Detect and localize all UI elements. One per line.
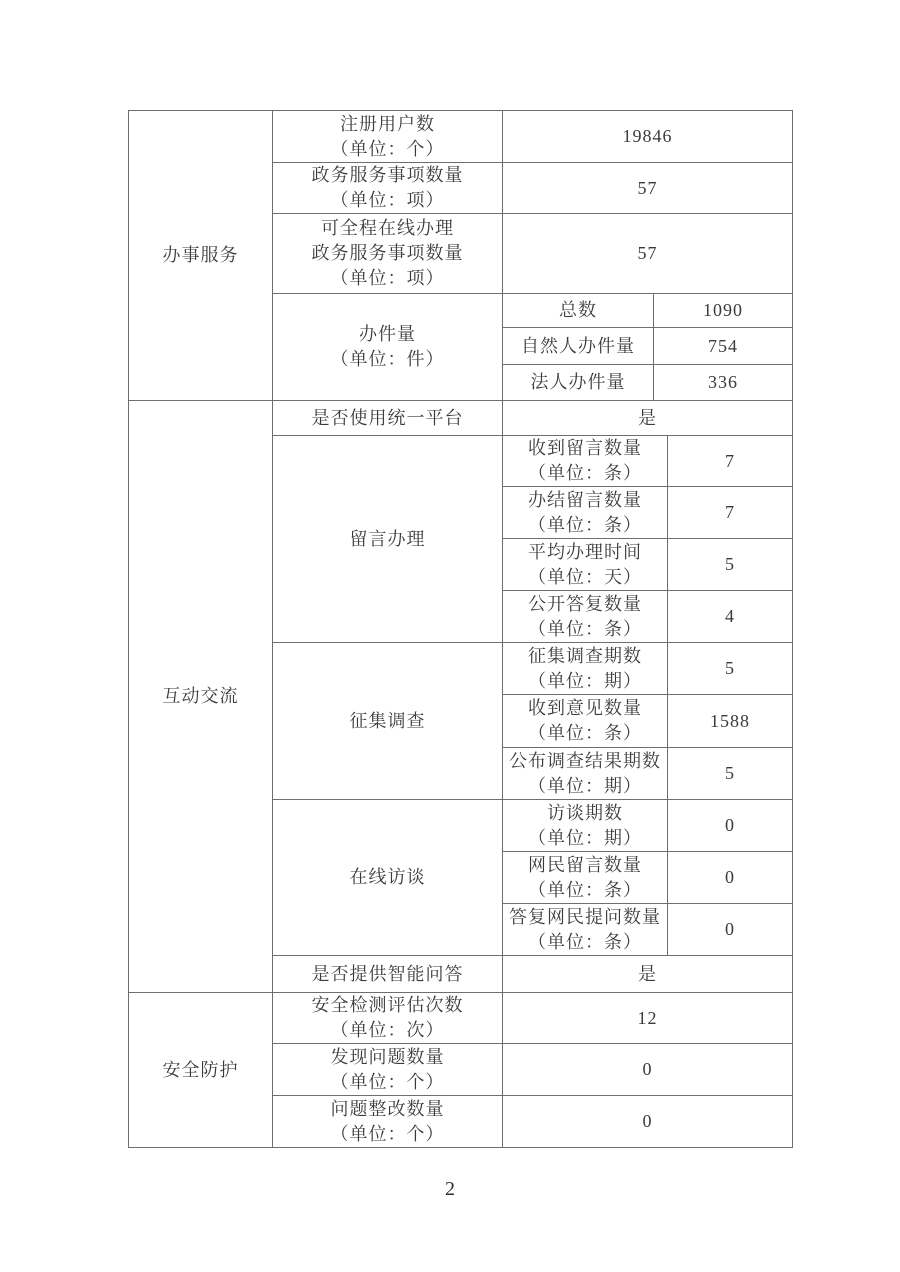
sub-metric-label: 总数	[503, 294, 654, 328]
sub-metric-label-cell	[503, 643, 668, 695]
metric-label: 注册用户数	[340, 113, 435, 134]
metric-label-cell	[273, 993, 503, 1044]
metric-value: 0	[503, 1044, 793, 1096]
sub-metric-label: 访谈期数	[547, 802, 623, 823]
metric-value: 12	[503, 993, 793, 1044]
metric-label: 可全程在线办理	[321, 218, 454, 238]
sub-metric-unit: （单位：条）	[528, 879, 642, 900]
table-row	[129, 401, 793, 436]
sub-metric-value: 5	[668, 643, 793, 695]
category-label: 办事服务	[162, 245, 239, 265]
group-label-cell	[273, 643, 503, 800]
sub-metric-unit: （单位：条）	[528, 723, 642, 743]
group-label: 征集调查	[349, 710, 426, 731]
metric-value: 是	[503, 956, 793, 993]
sub-metric-unit: （单位：条）	[528, 514, 642, 535]
sub-metric-label: 法人办件量	[503, 365, 654, 401]
metric-unit: （单位：个）	[330, 1071, 445, 1092]
metric-label-cell	[273, 111, 503, 163]
category-cell-service	[129, 111, 273, 401]
metric-label: 安全检测评估次数	[311, 995, 464, 1015]
metric-value: 57	[503, 163, 793, 214]
report-table	[128, 110, 793, 1148]
metric-unit: （单位：项）	[330, 268, 445, 288]
sub-metric-unit: （单位：条）	[528, 463, 642, 483]
group-label-cell	[273, 436, 503, 643]
metric-value: 是	[503, 401, 793, 436]
sub-metric-label-cell	[503, 591, 668, 643]
sub-metric-label: 网民留言数量	[528, 854, 642, 875]
sub-metric-unit: （单位：条）	[528, 618, 642, 639]
sub-metric-unit: （单位：期）	[528, 827, 642, 848]
metric-label-cell	[273, 163, 503, 214]
metric-unit: （单位：项）	[330, 190, 445, 210]
metric-label: 政务服务事项数量	[311, 165, 464, 185]
metric-label-cell	[273, 214, 503, 294]
sub-metric-label: 公布调查结果期数	[509, 750, 661, 771]
category-label: 安全防护	[162, 1059, 239, 1080]
sub-metric-label-cell	[503, 436, 668, 487]
metric-label-cell: 是否提供智能问答	[273, 956, 503, 993]
group-label-cell	[273, 800, 503, 956]
sub-metric-label-cell	[503, 800, 668, 852]
sub-metric-value: 1588	[668, 695, 793, 748]
sub-metric-value: 5	[668, 539, 793, 591]
sub-metric-unit: （单位：期）	[528, 775, 642, 796]
sub-metric-value: 4	[668, 591, 793, 643]
sub-metric-label-cell	[503, 695, 668, 748]
group-label: 留言办理	[349, 528, 426, 549]
sub-metric-label: 收到意见数量	[528, 698, 642, 718]
metric-label: 发现问题数量	[330, 1046, 445, 1067]
group-label-cell	[273, 294, 503, 401]
category-cell-interaction	[129, 401, 273, 993]
metric-unit: （单位：个）	[330, 1123, 445, 1144]
table-row	[129, 993, 793, 1044]
sub-metric-value: 336	[654, 365, 793, 401]
sub-metric-unit: （单位：天）	[528, 566, 642, 587]
sub-metric-label: 办结留言数量	[528, 489, 642, 510]
sub-metric-value: 7	[668, 436, 793, 487]
group-label: 办件量	[359, 324, 416, 344]
metric-value: 19846	[503, 111, 793, 163]
group-unit: （单位：件）	[330, 349, 445, 369]
sub-metric-value: 0	[668, 800, 793, 852]
metric-value: 0	[503, 1096, 793, 1148]
metric-label-cell: 是否使用统一平台	[273, 401, 503, 436]
sub-metric-label: 自然人办件量	[503, 328, 654, 365]
sub-metric-label-cell	[503, 852, 668, 904]
sub-metric-label: 征集调查期数	[528, 645, 642, 666]
metric-label-cell	[273, 1044, 503, 1096]
sub-metric-value: 5	[668, 748, 793, 800]
category-cell-security	[129, 993, 273, 1148]
sub-metric-label-cell	[503, 748, 668, 800]
sub-metric-label-cell	[503, 904, 668, 956]
sub-metric-unit: （单位：条）	[528, 931, 642, 952]
sub-metric-value: 1090	[654, 294, 793, 328]
sub-metric-label-cell	[503, 487, 668, 539]
sub-metric-value: 0	[668, 852, 793, 904]
metric-value: 57	[503, 214, 793, 294]
metric-label: 问题整改数量	[330, 1098, 445, 1119]
sub-metric-value: 754	[654, 328, 793, 365]
sub-metric-label: 答复网民提问数量	[509, 906, 661, 927]
sub-metric-value: 7	[668, 487, 793, 539]
page-number: 2	[445, 1178, 455, 1200]
metric-unit: （单位：个）	[330, 138, 445, 159]
table-row	[129, 111, 793, 163]
sub-metric-label-cell	[503, 539, 668, 591]
category-label: 互动交流	[162, 686, 239, 706]
sub-metric-label: 收到留言数量	[528, 438, 642, 458]
metric-unit: （单位：次）	[330, 1020, 445, 1040]
sub-metric-value: 0	[668, 904, 793, 956]
group-label: 在线访谈	[349, 867, 426, 887]
metric-label-cell	[273, 1096, 503, 1148]
sub-metric-label: 平均办理时间	[528, 541, 642, 562]
metric-label: 政务服务事项数量	[311, 243, 464, 263]
sub-metric-unit: （单位：期）	[528, 670, 642, 691]
sub-metric-label: 公开答复数量	[528, 593, 642, 614]
